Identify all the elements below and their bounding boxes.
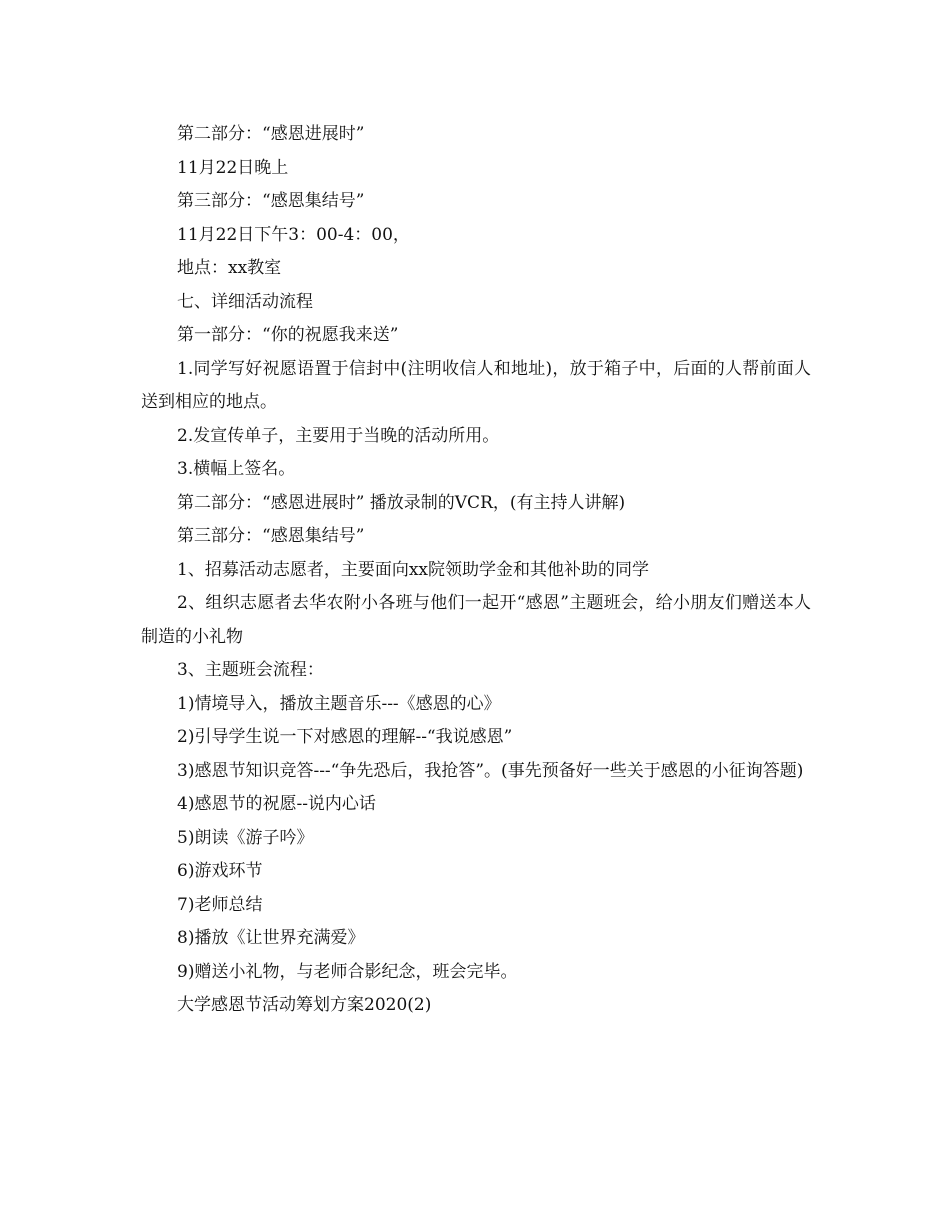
section-heading: 七、详细活动流程 bbox=[177, 291, 313, 312]
paragraph: 1.同学写好祝愿语置于信封中(注明收信人和地址)，放于箱子中，后面的人帮前面人送到相应的地点。 bbox=[141, 358, 811, 412]
paragraph: 6)游戏环节 bbox=[177, 861, 263, 881]
paragraph: 第三部分：“感恩集结号” bbox=[177, 191, 365, 211]
paragraph: 8)播放《让世界充满爱》 bbox=[177, 928, 365, 948]
paragraph: 5)朗读《游子吟》 bbox=[177, 827, 314, 848]
paragraph: 11月22日晚上 bbox=[177, 157, 289, 178]
paragraph: 第三部分：“感恩集结号” bbox=[177, 526, 365, 546]
paragraph: 4)感恩节的祝愿--说内心话 bbox=[177, 794, 376, 814]
paragraph: 9)赠送小礼物，与老师合影纪念，班会完毕。 bbox=[177, 961, 518, 982]
paragraph: 地点：xx教室 bbox=[177, 258, 282, 278]
paragraph: 2.发宣传单子，主要用于当晚的活动所用。 bbox=[177, 425, 500, 446]
document-body bbox=[141, 118, 811, 1023]
paragraph: 第二部分：“感恩进展时” 播放录制的VCR，(有主持人讲解) bbox=[177, 492, 626, 513]
paragraph: 2)引导学生说一下对感恩的理解--“我说感恩” bbox=[177, 727, 513, 747]
paragraph: 3.横幅上签名。 bbox=[177, 459, 296, 479]
paragraph: 3)感恩节知识竞答---“争先恐后，我抢答”。(事先预备好一些关于感恩的小征询答题) bbox=[177, 760, 804, 781]
paragraph: 7)老师总结 bbox=[177, 894, 263, 915]
paragraph: 2、组织志愿者去华农附小各班与他们一起开“感恩”主题班会，给小朋友们赠送本人制造的小礼物 bbox=[141, 593, 811, 647]
document-title-continuation: 大学感恩节活动筹划方案2020(2) bbox=[177, 995, 432, 1015]
paragraph: 1、招募活动志愿者，主要面向xx院领助学金和其他补助的同学 bbox=[177, 559, 649, 580]
paragraph: 11月22日下午3：00-4：00， bbox=[177, 224, 410, 245]
paragraph: 1)情境导入，播放主题音乐---《感恩的心》 bbox=[177, 693, 501, 714]
paragraph: 第二部分：“感恩进展时” bbox=[177, 124, 365, 144]
paragraph: 第一部分：“你的祝愿我来送” bbox=[177, 325, 399, 345]
paragraph: 3、主题班会流程： bbox=[177, 660, 324, 680]
